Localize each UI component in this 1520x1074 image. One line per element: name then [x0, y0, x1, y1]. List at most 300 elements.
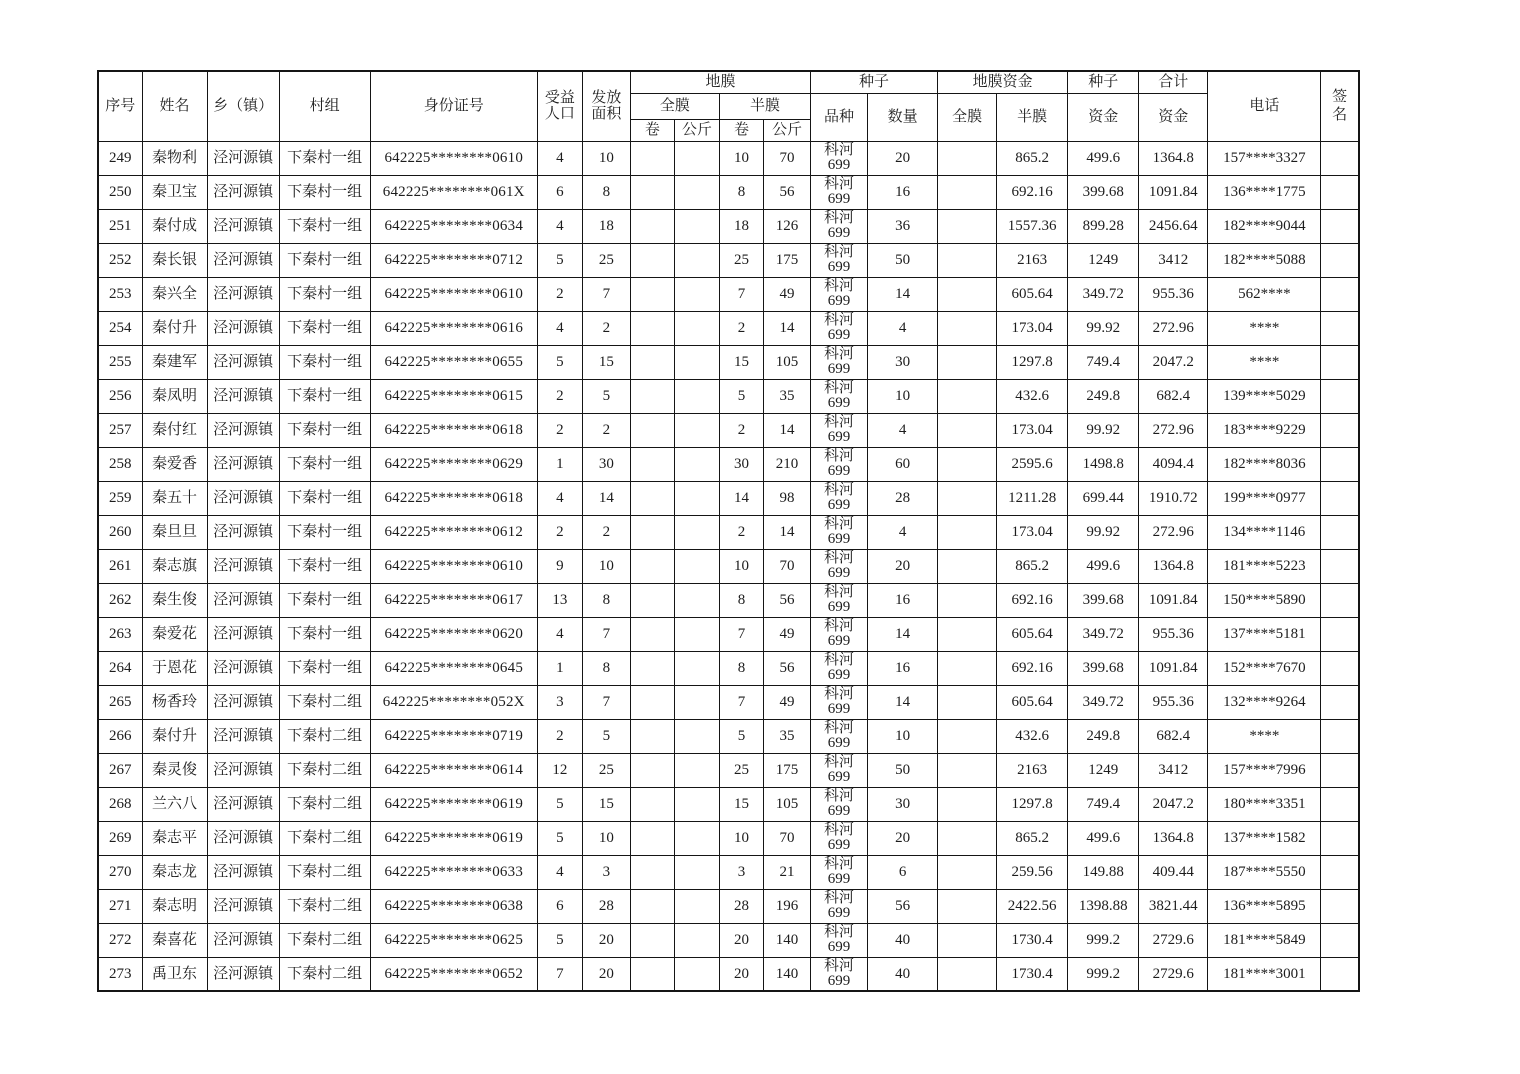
cell-fund-half-film: 692.16: [997, 583, 1068, 617]
cell-half-film-roll: 7: [719, 617, 763, 651]
cell-seed-quantity: 40: [868, 923, 938, 957]
cell-signature: [1321, 855, 1359, 889]
header-half-film: 半膜: [719, 93, 810, 119]
cell-township: 泾河源镇: [207, 719, 279, 753]
cell-seed-variety: [811, 481, 868, 515]
cell-beneficiary-pop: 4: [537, 209, 582, 243]
cell-half-film-roll: 28: [719, 889, 763, 923]
cell-signature: [1321, 481, 1359, 515]
cell-seed-fund: 349.72: [1068, 277, 1139, 311]
cell-seed-quantity: 10: [868, 719, 938, 753]
cell-seed-fund: 399.68: [1068, 175, 1139, 209]
cell-serial: 260: [98, 515, 142, 549]
seed-variety-text: 科河699: [824, 414, 855, 445]
cell-seed-quantity: 20: [868, 141, 938, 175]
cell-fund-full-film: [938, 923, 997, 957]
cell-seed-fund: 399.68: [1068, 583, 1139, 617]
cell-fund-half-film: 692.16: [997, 651, 1068, 685]
cell-name: 秦长银: [142, 243, 207, 277]
cell-half-film-roll: 8: [719, 651, 763, 685]
cell-id-number: 642225********0629: [370, 447, 537, 481]
cell-phone: 187****5550: [1208, 855, 1321, 889]
cell-township: 泾河源镇: [207, 413, 279, 447]
cell-signature: [1321, 753, 1359, 787]
cell-half-film-roll: 10: [719, 821, 763, 855]
cell-phone: 562****: [1208, 277, 1321, 311]
cell-issued-area: 5: [582, 719, 630, 753]
cell-issued-area: 28: [582, 889, 630, 923]
cell-full-film-kg: [674, 379, 719, 413]
cell-seed-variety: [811, 277, 868, 311]
cell-phone: 139****5029: [1208, 379, 1321, 413]
cell-name: 兰六八: [142, 787, 207, 821]
header-full-film: 全膜: [630, 93, 719, 119]
cell-serial: 254: [98, 311, 142, 345]
cell-half-film-roll: 30: [719, 447, 763, 481]
cell-seed-fund: 149.88: [1068, 855, 1139, 889]
cell-total-fund: 409.44: [1139, 855, 1208, 889]
cell-name: 秦付升: [142, 311, 207, 345]
cell-fund-full-film: [938, 243, 997, 277]
cell-half-film-kg: 49: [763, 277, 810, 311]
cell-village: 下秦村一组: [279, 617, 370, 651]
seed-variety-text: 科河699: [824, 516, 855, 547]
table-row: [98, 277, 1359, 311]
cell-serial: 269: [98, 821, 142, 855]
cell-signature: [1321, 175, 1359, 209]
cell-seed-quantity: 10: [868, 379, 938, 413]
table-row: [98, 685, 1359, 719]
cell-full-film-roll: [630, 549, 674, 583]
cell-seed-quantity: 14: [868, 617, 938, 651]
cell-half-film-kg: 175: [763, 753, 810, 787]
cell-serial: 262: [98, 583, 142, 617]
cell-full-film-kg: [674, 685, 719, 719]
cell-fund-half-film: 692.16: [997, 175, 1068, 209]
cell-seed-fund: 99.92: [1068, 413, 1139, 447]
cell-half-film-kg: 126: [763, 209, 810, 243]
cell-issued-area: 15: [582, 345, 630, 379]
cell-total-fund: 955.36: [1139, 685, 1208, 719]
cell-half-film-roll: 18: [719, 209, 763, 243]
cell-village: 下秦村一组: [279, 413, 370, 447]
cell-seed-quantity: 20: [868, 821, 938, 855]
cell-township: 泾河源镇: [207, 447, 279, 481]
cell-issued-area: 25: [582, 753, 630, 787]
cell-name: 秦建军: [142, 345, 207, 379]
cell-total-fund: 272.96: [1139, 413, 1208, 447]
cell-id-number: 642225********052X: [370, 685, 537, 719]
cell-total-fund: 955.36: [1139, 617, 1208, 651]
table-row: [98, 583, 1359, 617]
cell-name: 秦卫宝: [142, 175, 207, 209]
header-seed-fund-top: 种子: [1068, 71, 1139, 93]
cell-total-fund: 1364.8: [1139, 821, 1208, 855]
cell-fund-half-film: 865.2: [997, 821, 1068, 855]
cell-seed-fund: 1398.88: [1068, 889, 1139, 923]
cell-full-film-kg: [674, 209, 719, 243]
cell-fund-full-film: [938, 209, 997, 243]
cell-fund-full-film: [938, 821, 997, 855]
cell-name: 秦喜花: [142, 923, 207, 957]
cell-id-number: 642225********0625: [370, 923, 537, 957]
cell-phone: 150****5890: [1208, 583, 1321, 617]
cell-seed-variety: [811, 753, 868, 787]
cell-phone: 181****3001: [1208, 957, 1321, 991]
cell-half-film-kg: 175: [763, 243, 810, 277]
cell-full-film-kg: [674, 481, 719, 515]
cell-full-film-kg: [674, 175, 719, 209]
cell-fund-full-film: [938, 175, 997, 209]
cell-serial: 267: [98, 753, 142, 787]
cell-full-film-roll: [630, 651, 674, 685]
cell-id-number: 642225********0619: [370, 787, 537, 821]
cell-half-film-kg: 210: [763, 447, 810, 481]
cell-village: 下秦村二组: [279, 719, 370, 753]
cell-phone: ****: [1208, 311, 1321, 345]
cell-half-film-kg: 140: [763, 923, 810, 957]
cell-issued-area: 7: [582, 685, 630, 719]
cell-fund-full-film: [938, 753, 997, 787]
cell-beneficiary-pop: 5: [537, 345, 582, 379]
cell-township: 泾河源镇: [207, 209, 279, 243]
cell-seed-variety: [811, 957, 868, 991]
cell-signature: [1321, 277, 1359, 311]
cell-fund-full-film: [938, 379, 997, 413]
cell-village: 下秦村二组: [279, 753, 370, 787]
cell-seed-quantity: 30: [868, 345, 938, 379]
cell-seed-quantity: 60: [868, 447, 938, 481]
cell-seed-fund: 499.6: [1068, 549, 1139, 583]
cell-half-film-kg: 56: [763, 583, 810, 617]
cell-half-film-kg: 49: [763, 617, 810, 651]
cell-seed-fund: 99.92: [1068, 311, 1139, 345]
cell-township: 泾河源镇: [207, 481, 279, 515]
table-row: [98, 617, 1359, 651]
cell-beneficiary-pop: 5: [537, 243, 582, 277]
cell-signature: [1321, 787, 1359, 821]
cell-half-film-kg: 14: [763, 413, 810, 447]
cell-name: 秦生俊: [142, 583, 207, 617]
seed-variety-text: 科河699: [824, 788, 855, 819]
cell-total-fund: 955.36: [1139, 277, 1208, 311]
header-quantity: 数量: [868, 93, 938, 141]
cell-total-fund: 2729.6: [1139, 923, 1208, 957]
cell-village: 下秦村二组: [279, 889, 370, 923]
cell-full-film-kg: [674, 141, 719, 175]
cell-half-film-kg: 70: [763, 549, 810, 583]
cell-full-film-roll: [630, 855, 674, 889]
cell-half-film-roll: 2: [719, 515, 763, 549]
header-signature: [1321, 71, 1359, 141]
cell-seed-variety: [811, 719, 868, 753]
cell-fund-half-film: 173.04: [997, 413, 1068, 447]
cell-signature: [1321, 923, 1359, 957]
cell-beneficiary-pop: 2: [537, 719, 582, 753]
cell-village: 下秦村二组: [279, 923, 370, 957]
cell-seed-fund: 749.4: [1068, 345, 1139, 379]
cell-seed-fund: 349.72: [1068, 685, 1139, 719]
cell-fund-full-film: [938, 957, 997, 991]
cell-name: 秦五十: [142, 481, 207, 515]
cell-total-fund: 1091.84: [1139, 583, 1208, 617]
cell-issued-area: 2: [582, 413, 630, 447]
seed-variety-text: 科河699: [824, 686, 855, 717]
seed-variety-text: 科河699: [824, 312, 855, 343]
cell-signature: [1321, 719, 1359, 753]
cell-signature: [1321, 583, 1359, 617]
header-total-fund-bottom: 资金: [1139, 93, 1208, 141]
cell-phone: 180****3351: [1208, 787, 1321, 821]
cell-full-film-roll: [630, 311, 674, 345]
seed-variety-text: 科河699: [824, 618, 855, 649]
cell-full-film-kg: [674, 447, 719, 481]
cell-full-film-roll: [630, 379, 674, 413]
table-row: [98, 957, 1359, 991]
cell-full-film-kg: [674, 787, 719, 821]
cell-phone: ****: [1208, 345, 1321, 379]
cell-village: 下秦村一组: [279, 277, 370, 311]
cell-serial: 271: [98, 889, 142, 923]
cell-township: 泾河源镇: [207, 957, 279, 991]
cell-township: 泾河源镇: [207, 753, 279, 787]
cell-seed-fund: 499.6: [1068, 141, 1139, 175]
seed-variety-text: 科河699: [824, 448, 855, 479]
cell-beneficiary-pop: 6: [537, 889, 582, 923]
cell-seed-quantity: 30: [868, 787, 938, 821]
cell-township: 泾河源镇: [207, 345, 279, 379]
cell-fund-full-film: [938, 787, 997, 821]
cell-name: 秦爱香: [142, 447, 207, 481]
cell-half-film-kg: 196: [763, 889, 810, 923]
cell-beneficiary-pop: 5: [537, 923, 582, 957]
cell-full-film-roll: [630, 923, 674, 957]
cell-township: 泾河源镇: [207, 889, 279, 923]
header-serial: 序号: [98, 71, 142, 141]
cell-half-film-roll: 10: [719, 549, 763, 583]
cell-village: 下秦村一组: [279, 379, 370, 413]
seed-variety-text: 科河699: [824, 142, 855, 173]
cell-signature: [1321, 413, 1359, 447]
cell-serial: 259: [98, 481, 142, 515]
cell-seed-fund: 999.2: [1068, 923, 1139, 957]
cell-name: 秦志平: [142, 821, 207, 855]
cell-fund-full-film: [938, 685, 997, 719]
cell-seed-quantity: 36: [868, 209, 938, 243]
cell-full-film-kg: [674, 243, 719, 277]
cell-phone: 182****9044: [1208, 209, 1321, 243]
cell-village: 下秦村一组: [279, 175, 370, 209]
cell-signature: [1321, 379, 1359, 413]
header-film-group: 地膜: [630, 71, 810, 93]
cell-name: 秦灵俊: [142, 753, 207, 787]
table-row: [98, 413, 1359, 447]
cell-fund-full-film: [938, 889, 997, 923]
table-row: [98, 855, 1359, 889]
cell-full-film-kg: [674, 719, 719, 753]
cell-full-film-kg: [674, 583, 719, 617]
cell-name: 秦凤明: [142, 379, 207, 413]
header-phone: 电话: [1208, 71, 1321, 141]
cell-total-fund: 272.96: [1139, 311, 1208, 345]
header-half-roll: 卷: [719, 119, 763, 141]
cell-fund-full-film: [938, 651, 997, 685]
cell-serial: 256: [98, 379, 142, 413]
cell-beneficiary-pop: 2: [537, 413, 582, 447]
cell-issued-area: 5: [582, 379, 630, 413]
cell-village: 下秦村一组: [279, 345, 370, 379]
table-row: [98, 209, 1359, 243]
cell-seed-quantity: 4: [868, 413, 938, 447]
seed-variety-text: 科河699: [824, 890, 855, 921]
cell-name: 秦付升: [142, 719, 207, 753]
cell-seed-variety: [811, 549, 868, 583]
cell-seed-variety: [811, 651, 868, 685]
cell-serial: 258: [98, 447, 142, 481]
cell-total-fund: 1091.84: [1139, 175, 1208, 209]
cell-township: 泾河源镇: [207, 277, 279, 311]
cell-fund-half-film: 1730.4: [997, 923, 1068, 957]
cell-beneficiary-pop: 9: [537, 549, 582, 583]
header-full-kg: 公斤: [674, 119, 719, 141]
cell-township: 泾河源镇: [207, 855, 279, 889]
cell-issued-area: 2: [582, 311, 630, 345]
cell-full-film-kg: [674, 923, 719, 957]
cell-fund-half-film: 865.2: [997, 549, 1068, 583]
cell-township: 泾河源镇: [207, 583, 279, 617]
cell-name: 秦志龙: [142, 855, 207, 889]
cell-village: 下秦村一组: [279, 583, 370, 617]
cell-id-number: 642225********0610: [370, 277, 537, 311]
cell-village: 下秦村一组: [279, 209, 370, 243]
cell-full-film-roll: [630, 821, 674, 855]
cell-full-film-kg: [674, 311, 719, 345]
cell-name: 秦物利: [142, 141, 207, 175]
cell-issued-area: 25: [582, 243, 630, 277]
cell-total-fund: 1364.8: [1139, 141, 1208, 175]
cell-seed-fund: 1249: [1068, 753, 1139, 787]
cell-township: 泾河源镇: [207, 515, 279, 549]
header-fund-half-film: 半膜: [997, 93, 1068, 141]
cell-fund-half-film: 605.64: [997, 277, 1068, 311]
cell-seed-fund: 749.4: [1068, 787, 1139, 821]
cell-township: 泾河源镇: [207, 651, 279, 685]
cell-phone: 137****5181: [1208, 617, 1321, 651]
cell-seed-quantity: 16: [868, 175, 938, 209]
cell-fund-half-film: 605.64: [997, 617, 1068, 651]
cell-beneficiary-pop: 12: [537, 753, 582, 787]
cell-seed-variety: [811, 787, 868, 821]
cell-fund-half-film: 1730.4: [997, 957, 1068, 991]
cell-township: 泾河源镇: [207, 311, 279, 345]
cell-issued-area: 7: [582, 617, 630, 651]
cell-phone: ****: [1208, 719, 1321, 753]
cell-seed-variety: [811, 583, 868, 617]
cell-half-film-roll: 14: [719, 481, 763, 515]
cell-serial: 257: [98, 413, 142, 447]
cell-full-film-kg: [674, 413, 719, 447]
cell-fund-half-film: 259.56: [997, 855, 1068, 889]
cell-full-film-kg: [674, 277, 719, 311]
cell-village: 下秦村二组: [279, 685, 370, 719]
cell-fund-half-film: 1297.8: [997, 345, 1068, 379]
cell-township: 泾河源镇: [207, 175, 279, 209]
seed-variety-text: 科河699: [824, 278, 855, 309]
seed-variety-text: 科河699: [824, 856, 855, 887]
cell-village: 下秦村一组: [279, 141, 370, 175]
cell-total-fund: 1091.84: [1139, 651, 1208, 685]
cell-seed-quantity: 4: [868, 311, 938, 345]
seed-variety-text: 科河699: [824, 720, 855, 751]
cell-phone: 134****1146: [1208, 515, 1321, 549]
cell-fund-half-film: 865.2: [997, 141, 1068, 175]
cell-name: 秦爱花: [142, 617, 207, 651]
table-row: [98, 175, 1359, 209]
table-row: [98, 515, 1359, 549]
cell-fund-full-film: [938, 481, 997, 515]
cell-seed-variety: [811, 209, 868, 243]
seed-variety-text: 科河699: [824, 380, 855, 411]
cell-township: 泾河源镇: [207, 549, 279, 583]
header-beneficiary-pop: 受益人口: [537, 71, 582, 141]
header-village: 村组: [279, 71, 370, 141]
cell-phone: 132****9264: [1208, 685, 1321, 719]
cell-half-film-roll: 3: [719, 855, 763, 889]
cell-fund-half-film: 432.6: [997, 379, 1068, 413]
cell-beneficiary-pop: 1: [537, 651, 582, 685]
cell-name: 于恩花: [142, 651, 207, 685]
cell-phone: 157****7996: [1208, 753, 1321, 787]
cell-seed-quantity: 56: [868, 889, 938, 923]
cell-total-fund: 3821.44: [1139, 889, 1208, 923]
cell-phone: 183****9229: [1208, 413, 1321, 447]
cell-seed-fund: 99.92: [1068, 515, 1139, 549]
cell-id-number: 642225********0610: [370, 549, 537, 583]
cell-beneficiary-pop: 3: [537, 685, 582, 719]
cell-signature: [1321, 447, 1359, 481]
cell-total-fund: 3412: [1139, 243, 1208, 277]
cell-id-number: 642225********0612: [370, 515, 537, 549]
cell-beneficiary-pop: 4: [537, 855, 582, 889]
cell-full-film-roll: [630, 277, 674, 311]
cell-total-fund: 272.96: [1139, 515, 1208, 549]
cell-seed-quantity: 20: [868, 549, 938, 583]
cell-seed-variety: [811, 685, 868, 719]
cell-seed-fund: 899.28: [1068, 209, 1139, 243]
cell-half-film-kg: 56: [763, 651, 810, 685]
cell-beneficiary-pop: 4: [537, 481, 582, 515]
cell-issued-area: 14: [582, 481, 630, 515]
cell-beneficiary-pop: 2: [537, 515, 582, 549]
seed-variety-text: 科河699: [824, 754, 855, 785]
header-film-fund-group: 地膜资金: [938, 71, 1068, 93]
cell-half-film-kg: 105: [763, 345, 810, 379]
header-seed-group: 种子: [811, 71, 938, 93]
seed-variety-text: 科河699: [824, 924, 855, 955]
cell-seed-quantity: 14: [868, 685, 938, 719]
cell-half-film-roll: 25: [719, 753, 763, 787]
cell-full-film-kg: [674, 753, 719, 787]
cell-signature: [1321, 889, 1359, 923]
cell-fund-half-film: 2422.56: [997, 889, 1068, 923]
cell-half-film-kg: 98: [763, 481, 810, 515]
cell-seed-variety: [811, 855, 868, 889]
cell-seed-variety: [811, 141, 868, 175]
cell-village: 下秦村二组: [279, 787, 370, 821]
cell-total-fund: 2456.64: [1139, 209, 1208, 243]
cell-half-film-roll: 10: [719, 141, 763, 175]
cell-seed-variety: [811, 515, 868, 549]
